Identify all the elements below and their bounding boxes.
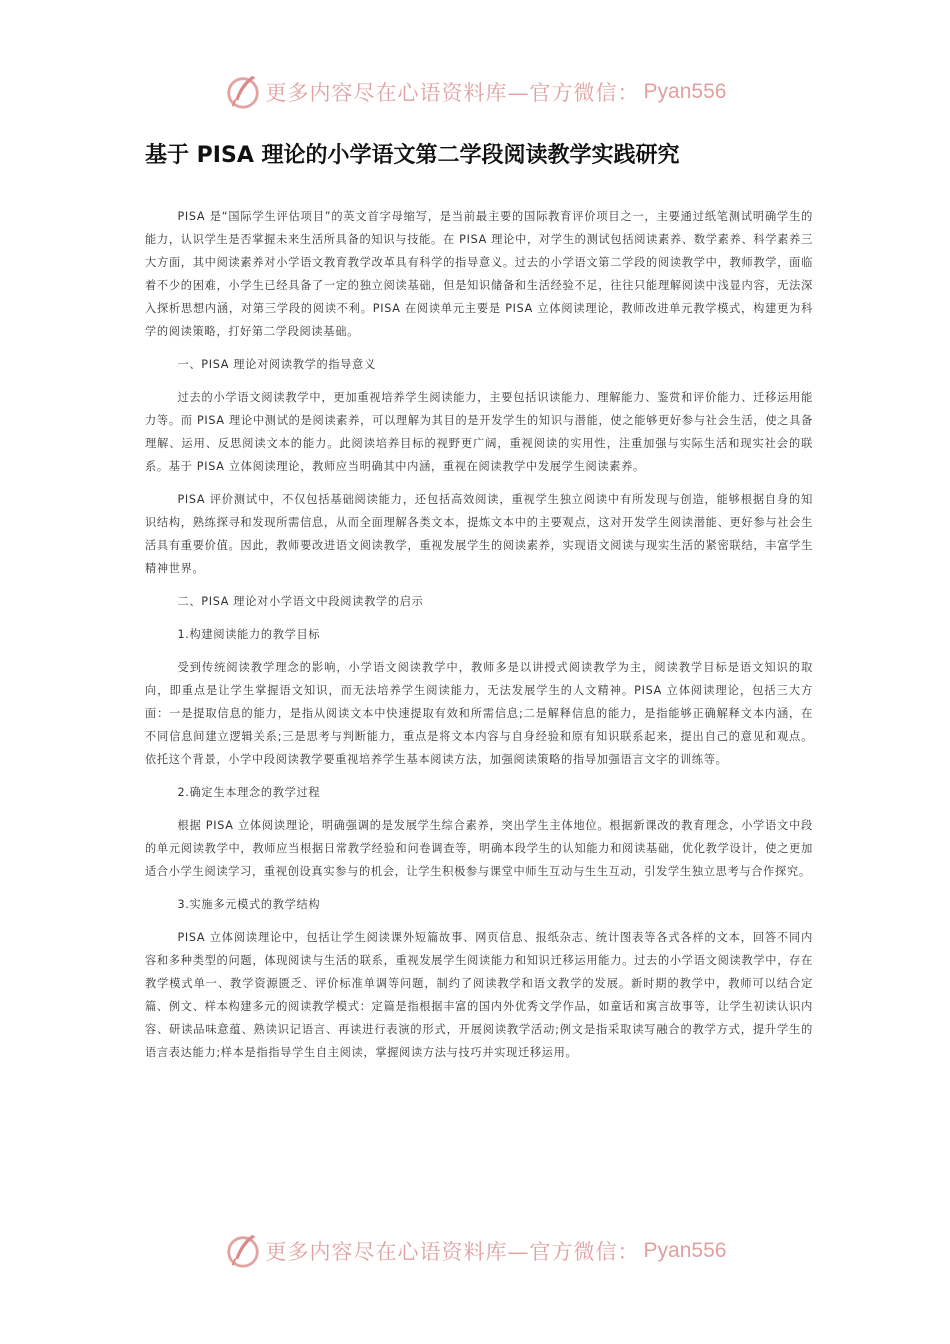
paragraph-1: 过去的小学语文阅读教学中，更加重视培养学生阅读能力，主要包括识读能力、理解能力、鉴赏和评价能力、迁移运用能力等。而 PISA 理论中测试的是阅读素养，可以理解为其目的是开发学生的知识与潜能，使之能够更好参与社会生活，使之具备理解、运用、反思阅读文本的能力。此阅读培养目标的视野更广阔，重视阅读的实用性，注重加强与实际生活和现实社会的联系。基于 PISA 立体阅读理论，教师应当明确其中内涵，重视在阅读教学中发展学生阅读素养。 xyxy=(145,391,813,473)
paragraph-3: 受到传统阅读教学理念的影响，小学语文阅读教学中，教师多是以讲授式阅读教学为主，阅读教学目标是语文知识的取向，即重点是让学生掌握语文知识，而无法培养学生阅读能力，无法发展学生的人文精神。PISA 立体阅读理论，包括三大方面：一是提取信息的能力，是指从阅读文本中快速提取有效和所需信息;二是解释信息的能力，是指能够正确解释文本内涵，在不同信息间建立逻辑关系;三是思考与判断能力，重点是将文本内容与自身经验和原有知识联系起来，提出自己的意见和观点。依托这个背景，小学中段阅读教学要重视培养学生基本阅读方法，加强阅读策略的指导加强语言文字的训练等。 xyxy=(145,661,813,766)
section-heading-2: 二、PISA 理论对小学语文中段阅读教学的启示 xyxy=(177,595,424,608)
banner-wechat-id: Pyan556 xyxy=(643,80,727,103)
quill-circle-logo-icon xyxy=(224,73,262,111)
subheading-3: 3.实施多元模式的教学结构 xyxy=(177,898,321,911)
footer-banner xyxy=(0,1231,950,1271)
document-title: 基于 PISA 理论的小学语文第二学段阅读教学实践研究 xyxy=(145,143,680,168)
paragraph-5: PISA 立体阅读理论中，包括让学生阅读课外短篇故事、网页信息、报纸杂志、统计图表等各式各样的文本，回答不同内容和多种类型的问题，体现阅读与生活的联系，重视发展学生阅读能力和知识迁移运用能力。过去的小学语文阅读教学中，存在教学模式单一、教学资源匮乏、评价标准单调等问题，制约了阅读教学和语文教学的发展。新时期的教学中，教师可以结合定篇、例文、样本构建多元的阅读教学模式：定篇是指根据丰富的国内外优秀文学作品，如童话和寓言故事等，让学生初读认识内容、研读品味意蕴、熟读识记语言、再读进行表演的形式，开展阅读教学活动;例文是指采取读写融合的教学方式，提升学生的语言表达能力;样本是指指导学生自主阅读，掌握阅读方法与技巧并实现迁移运用。 xyxy=(145,931,813,1059)
banner-text: 更多内容尽在心语资料库—官方微信： xyxy=(265,1240,640,1264)
paragraph-intro: PISA 是“国际学生评估项目”的英文首字母缩写，是当前最主要的国际教育评价项目之一，主要通过纸笔测试明确学生的能力，认识学生是否掌握未来生活所具备的知识与技能。在 PISA 理论中，对学生的测试包括阅读素养、数学素养、科学素养三大方面，其中阅读素养对小学语文教育教学改革具有科学的指导意义。过去的小学语文第二学段的阅读教学中，教师教学，面临着不少的困难，小学生已经具备了一定的独立阅读基础，但是知识储备和生活经验不足，往往只能理解阅读中浅显内容，无法深入探析思想内涵，对第三学段的阅读不利。PISA 在阅读单元主要是 PISA 立体阅读理论，教师改进单元教学模式，构建更为科学的阅读策略，打好第二学段阅读基础。 xyxy=(145,210,813,338)
document-body xyxy=(145,205,813,1074)
subheading-1: 1.构建阅读能力的教学目标 xyxy=(177,628,321,641)
paragraph-2: PISA 评价测试中，不仅包括基础阅读能力，还包括高效阅读，重视学生独立阅读中有所发现与创造，能够根据自身的知识结构，熟练探寻和发现所需信息，从而全面理解各类文本，提炼文本中的主要观点，这对开发学生阅读潜能、更好参与社会生活具有重要价值。因此，教师要改进语文阅读教学，重视发展学生的阅读素养，实现语文阅读与现实生活的紧密联结，丰富学生精神世界。 xyxy=(145,493,813,575)
banner-wechat-id: Pyan556 xyxy=(643,1239,727,1262)
header-banner xyxy=(0,72,950,112)
section-heading-1: 一、PISA 理论对阅读教学的指导意义 xyxy=(177,358,376,371)
subheading-2: 2.确定生本理念的教学过程 xyxy=(177,786,321,799)
paragraph-4: 根据 PISA 立体阅读理论，明确强调的是发展学生综合素养，突出学生主体地位。根据新课改的教育理念，小学语文中段的单元阅读教学中，教师应当根据日常教学经验和问卷调查等，明确本段学生的认知能力和阅读基础，优化教学设计，使之更加适合小学生阅读学习，重视创设真实参与的机会，让学生积极参与课堂中师生互动与生生互动，引发学生独立思考与合作探究。 xyxy=(145,819,813,878)
quill-circle-logo-icon xyxy=(224,1232,262,1270)
banner-text: 更多内容尽在心语资料库—官方微信： xyxy=(265,81,640,105)
